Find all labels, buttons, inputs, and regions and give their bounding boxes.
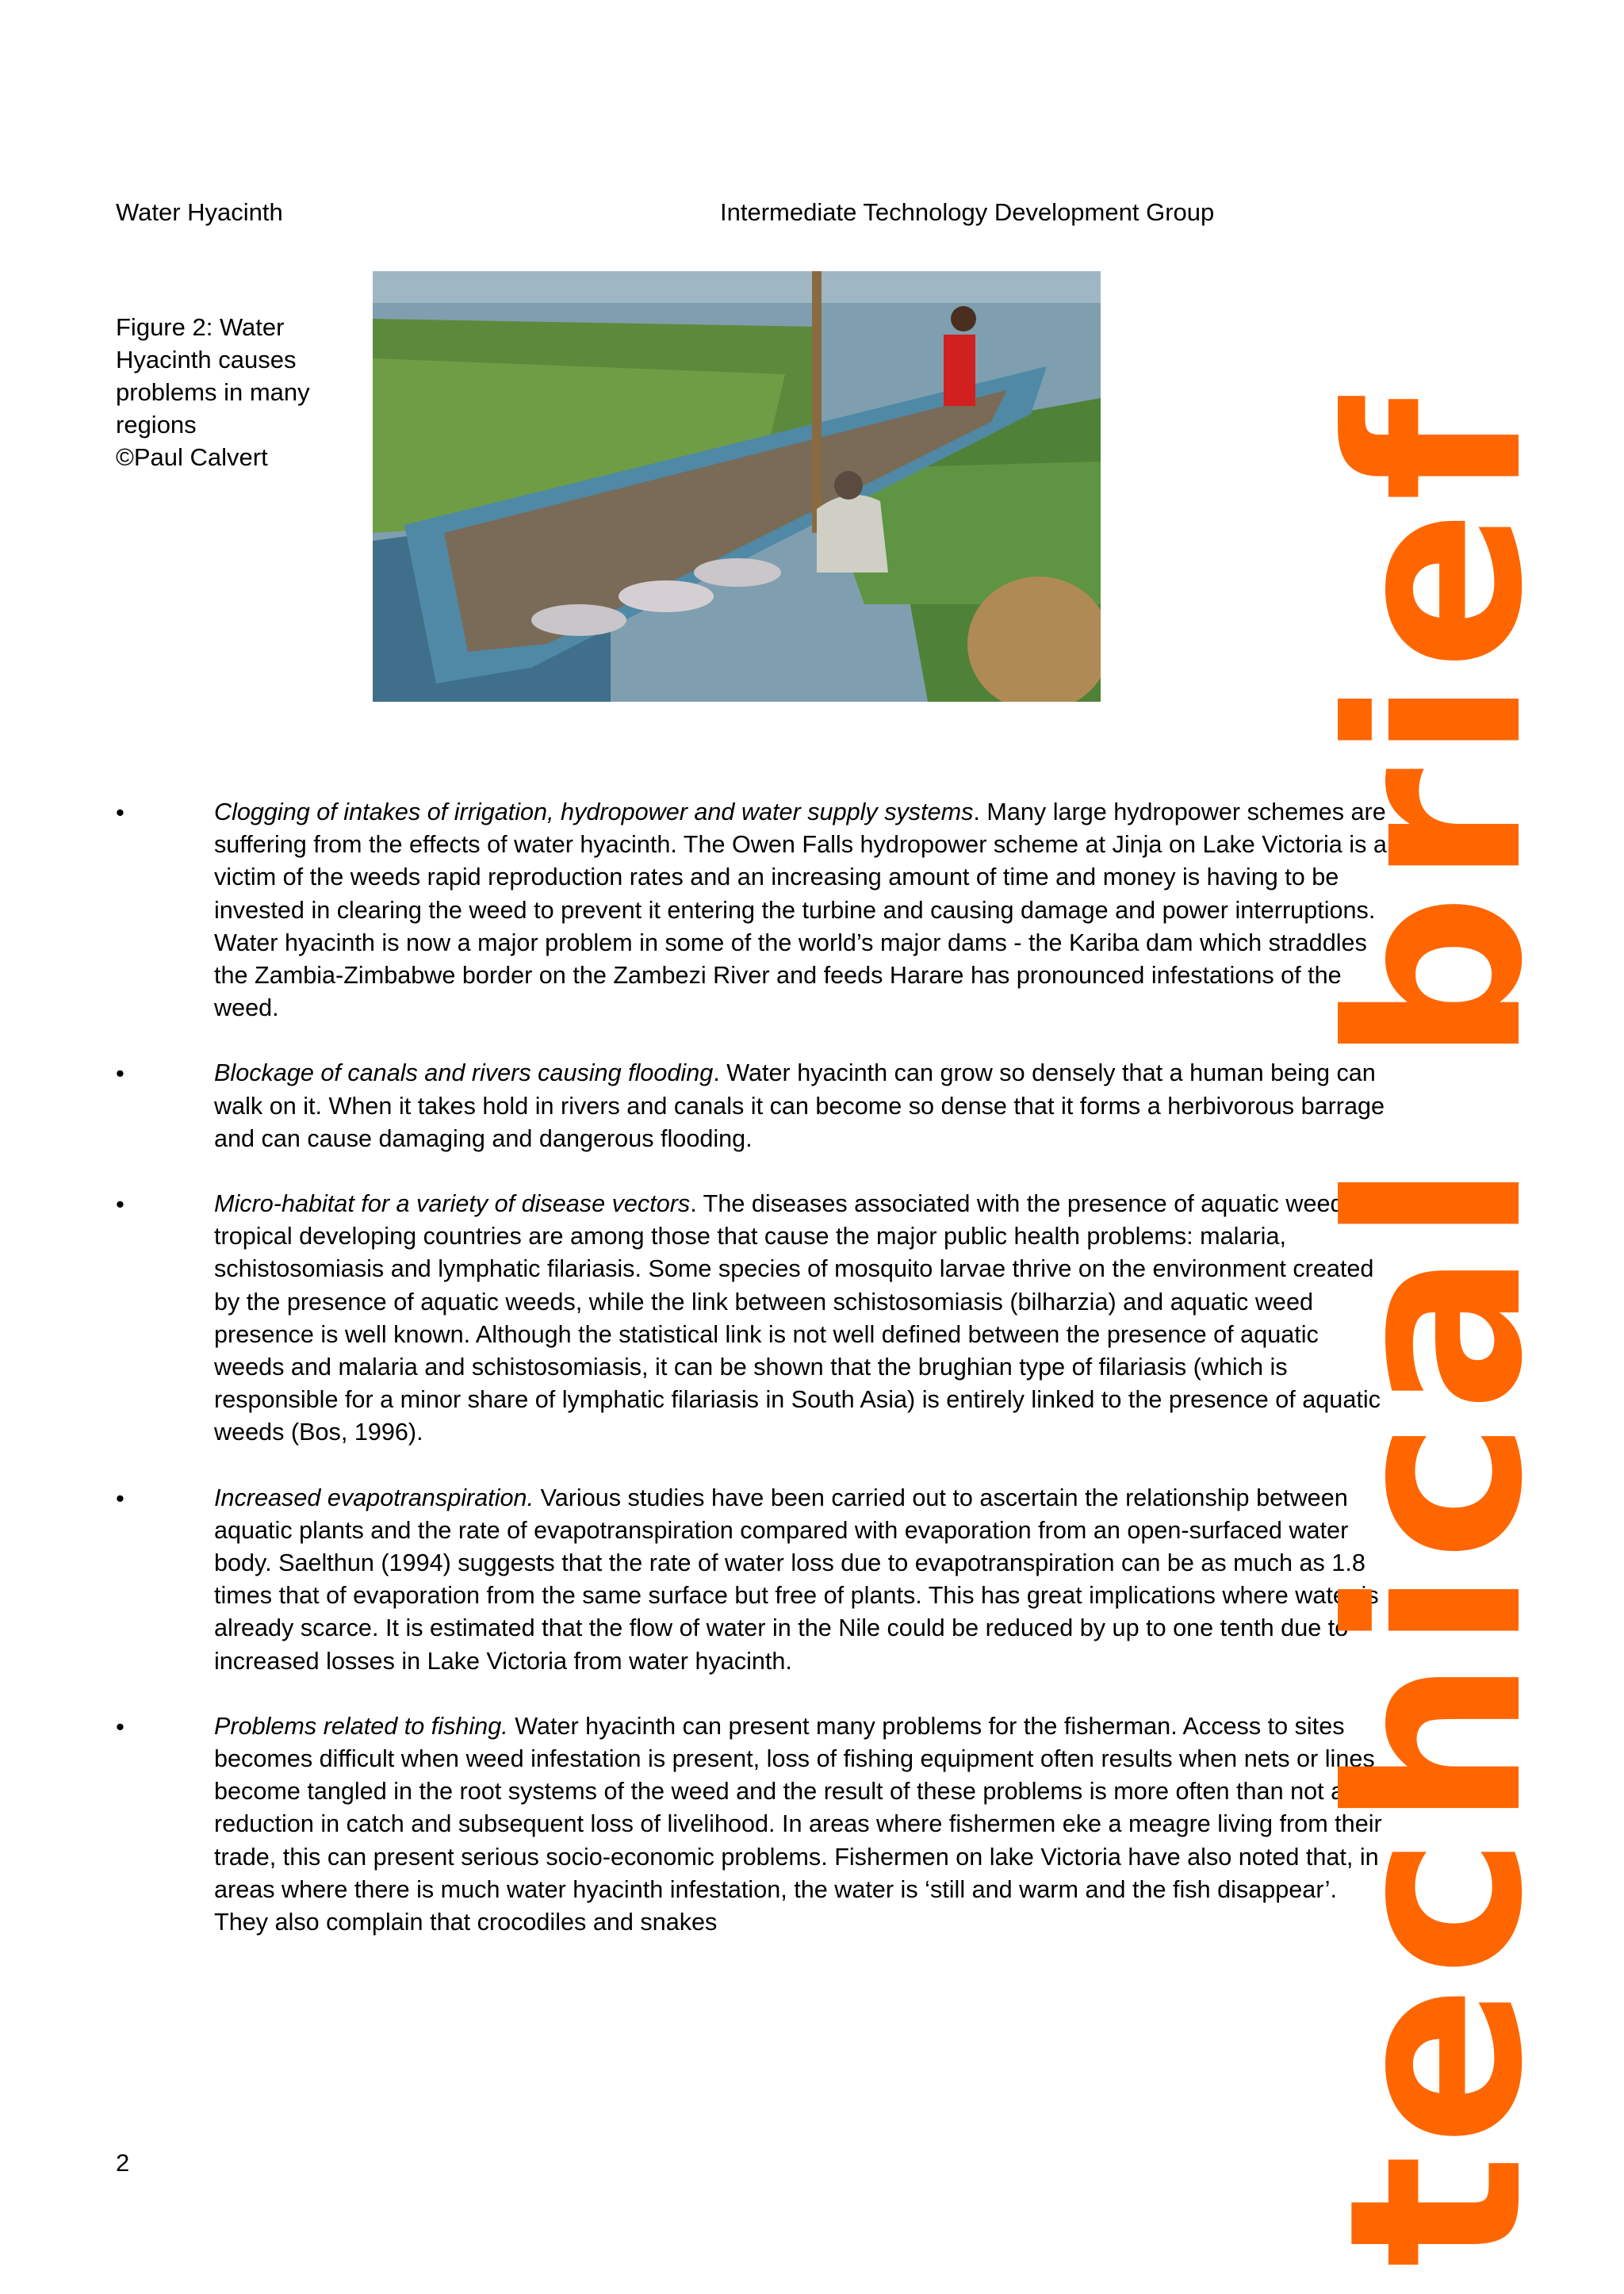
list-item [116, 796, 1387, 1024]
bullet: • [116, 798, 124, 826]
technical-brief-wordmark: techical brief [1298, 389, 1575, 2268]
item-lead: Problems related to fishing. [214, 1712, 508, 1740]
list-item-text [214, 1482, 1388, 1678]
item-body: . Many large hydropower schemes are suffering from the effects of water hyacinth. The Owen Falls hydropower scheme at Jinja on Lake Victoria is a victim of the weeds rapid reproduction rates and an increasing amount of time and money is having to be invested in clearing the weed to prevent it entering the turbine and causing damage and power interruptions. Water hyacinth is now a major problem in some of the world’s major dams - the Kariba dam which straddles the Zambia-Zimbabwe border on the Zambezi River and feeds Harare has pronounced infestations of the weed. [214, 798, 1387, 1022]
list-item-text [214, 1188, 1388, 1450]
item-body: . The diseases associated with the presence of aquatic weeds in tropical developing countries are among those that cause the major public health problems: malaria, schistosomiasis and lymphatic filariasis. Some species of mosquito larvae thrive on the environment created by the presence of aquatic weeds, while the link between schistosomiasis (bilharzia) and aquatic weed presence is well known. Although the statistical link is not well defined between the presence of aquatic weeds and malaria and schistosomiasis, it can be shown that the brughian type of filariasis (which is responsible for a minor share of lymphatic filariasis in South Asia) is entirely linked to the presence of aquatic weeds (Bos, 1996). [214, 1190, 1382, 1446]
running-header-organisation: Intermediate Technology Development Group [720, 198, 1215, 226]
caption-line: ©Paul Calvert [116, 443, 268, 471]
item-body: Water hyacinth can present many problems for the fisherman. Access to sites becomes difficult when weed infestation is present, loss of fishing equipment often results when nets or lines become tangled in the root systems of the weed and the result of these problems is more often than not a reduction in catch and subsequent loss of livelihood. In areas where fishermen eke a meagre living from their trade, this can present serious socio-economic problems. Fishermen on lake Victoria have also noted that, in areas where there is much water hyacinth infestation, the water is ‘still and warm and the fish disappear’. They also complain that crocodiles and snakes [214, 1712, 1382, 1936]
item-body: Various studies have been carried out to ascertain the relationship between aquatic plants and the rate of evapotranspiration compared with evaporation from an open-surfaced water body. Saelthun (1994) suggests that the rate of water loss due to evapotranspiration can be as much as 1.8 times that of evaporation from the same surface but free of plants. This has great implications where water is already scarce. It is estimated that the flow of water in the Nile could be reduced by up to one tenth due to increased losses in Lake Victoria from water hyacinth. [214, 1484, 1379, 1675]
list-item [116, 1188, 1382, 1450]
caption-line: problems in many [116, 378, 310, 406]
item-lead: Micro-habitat for a variety of disease vectors [214, 1190, 691, 1218]
caption-line: regions [116, 411, 197, 439]
list-item [116, 1482, 1379, 1678]
item-lead: Increased evapotranspiration. [214, 1484, 534, 1511]
item-lead: Clogging of intakes of irrigation, hydropower and water supply systems [214, 798, 974, 825]
item-body: . Water hyacinth can grow so densely that a human being can walk on it. When it takes hold in rivers and canals it can become so dense that it forms a herbivorous barrage and can cause damaging and dangerous flooding. [214, 1059, 1385, 1152]
item-lead: Blockage of canals and rivers causing flooding [214, 1059, 714, 1087]
bullet: • [116, 1059, 124, 1088]
running-header-title: Water Hyacinth [116, 198, 283, 226]
list-item [116, 1710, 1382, 1939]
boat-hyacinth-photo [373, 271, 1101, 702]
bullet: • [116, 1190, 124, 1219]
list-item [116, 1057, 1385, 1155]
caption-line: Figure 2: Water [116, 313, 285, 341]
figure-caption [116, 311, 370, 473]
problems-list [116, 796, 1387, 1971]
page-number: 2 [116, 2149, 130, 2177]
bullet: • [116, 1712, 124, 1741]
photo-illustration [373, 271, 1101, 702]
list-item-text [214, 1710, 1388, 1939]
caption-line: Hyacinth causes [116, 346, 297, 373]
list-item-text [214, 796, 1388, 1024]
list-item-text [214, 1057, 1388, 1155]
bullet: • [116, 1484, 124, 1512]
